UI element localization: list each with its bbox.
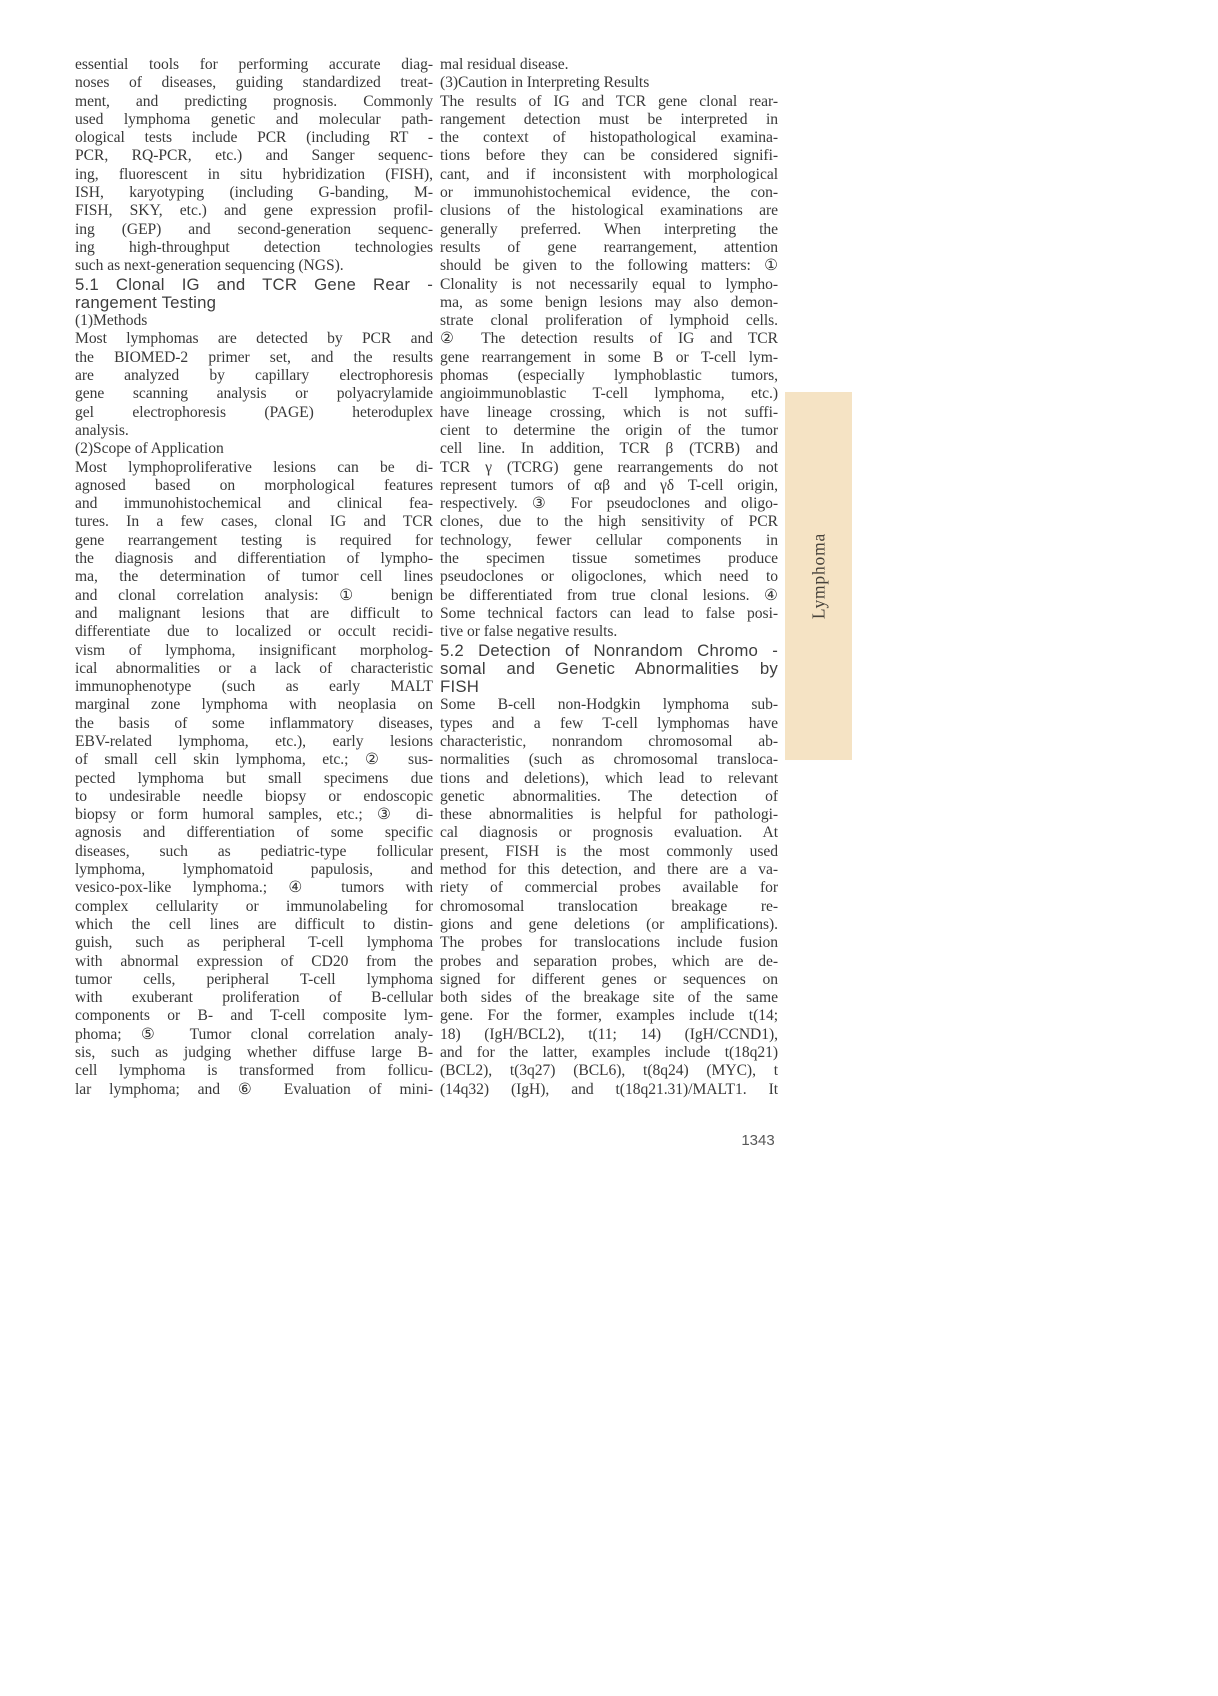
text-line: cell lymphoma is transformed from follicu- [75, 1062, 433, 1080]
text-line: chromosomal translocation breakage re- [440, 897, 778, 915]
text-line: mal residual disease. [440, 56, 569, 73]
text-line: gene rearrangement in some B or T-cell lym- [440, 348, 778, 366]
text-line: ISH, karyotyping (including G-banding, M- [75, 184, 433, 202]
side-tab-lymphoma [785, 392, 852, 760]
text-line: genetic abnormalities. The detection of [440, 787, 778, 805]
text-line: represent tumors of αβ and γδ T-cell origin, [440, 476, 778, 494]
text-line: immunophenotype (such as early MALT [75, 678, 433, 696]
text-line: riety of commercial probes available for [440, 879, 778, 897]
text-line: EBV-related lymphoma, etc.), early lesions [75, 732, 433, 750]
text-line: analysis. [75, 421, 129, 439]
text-line: and immunohistochemical and clinical fea- [75, 495, 433, 513]
text-line: clusions of the histological examinations are [440, 202, 778, 220]
text-line: marginal zone lymphoma with neoplasia on [75, 696, 433, 714]
text-line: these abnormalities is helpful for pathologi- [440, 806, 778, 824]
text-line: PCR, RQ-PCR, etc.) and Sanger sequenc- [75, 147, 433, 165]
text-line: of small cell skin lymphoma, etc.; ② sus- [75, 751, 433, 769]
text-line: Most lymphomas are detected by PCR and [75, 330, 433, 348]
side-tab-label: Lymphoma [808, 532, 828, 620]
text-line: ological tests include PCR (including RT - [75, 129, 433, 147]
text-line: technology, fewer cellular components in [440, 531, 778, 549]
text-line: the basis of some inflammatory diseases, [75, 714, 433, 732]
text-line: and malignant lesions that are difficult to [75, 604, 433, 622]
text-line: and clonal correlation analysis: ① benign [75, 586, 433, 604]
text-line: essential tools for performing accurate diag- [75, 56, 433, 73]
text-line: 18) (IgH/BCL2), t(11; 14) (IgH/CCND1), [440, 1025, 778, 1043]
text-line: sis, such as judging whether diffuse large B- [75, 1044, 433, 1062]
text-line: the specimen tissue sometimes produce [440, 550, 778, 568]
text-line: ing high-throughput detection technologies [75, 238, 433, 256]
text-line: noses of diseases, guiding standardized treat- [75, 74, 433, 92]
text-line: Some technical factors can lead to false posi- [440, 604, 778, 622]
text-line: 5.1 Clonal IG and TCR Gene Rear - [75, 275, 433, 294]
text-line: (1)Methods [75, 312, 148, 330]
text-line: be differentiated from true clonal lesions. ④ [440, 586, 778, 604]
text-line: clones, due to the high sensitivity of PCR [440, 513, 778, 531]
text-line: ing (GEP) and second-generation sequenc- [75, 220, 433, 238]
text-line: and for the latter, examples include t(18q21) [440, 1044, 778, 1062]
text-line: biopsy or form humoral samples, etc.; ③ di- [75, 806, 433, 824]
text-line: vesico-pox-like lymphoma.; ④ tumors with [75, 879, 433, 897]
text-line: FISH [440, 678, 480, 697]
text-line: somal and Genetic Abnormalities by [440, 659, 778, 678]
text-line: (2)Scope of Application [75, 440, 224, 458]
text-line: generally preferred. When interpreting the [440, 220, 778, 238]
text-line: results of gene rearrangement, attention [440, 238, 778, 256]
text-line: tumor cells, peripheral T-cell lymphoma [75, 970, 433, 988]
text-line: agnosis and differentiation of some specific [75, 824, 433, 842]
text-line: ical abnormalities or a lack of characteristic [75, 659, 433, 677]
text-line: gions and gene deletions (or amplifications). [440, 915, 778, 933]
text-line: such as next-generation sequencing (NGS). [75, 257, 344, 275]
text-line: pseudoclones or oligoclones, which need to [440, 568, 778, 586]
text-line: diseases, such as pediatric-type follicular [75, 842, 433, 860]
column-left [75, 56, 433, 1099]
text-line: characteristic, nonrandom chromosomal ab- [440, 732, 778, 750]
text-line: tions before they can be considered signifi- [440, 147, 778, 165]
text-line: gene rearrangement testing is required for [75, 531, 433, 549]
text-line: pected lymphoma but small specimens due [75, 769, 433, 787]
text-line: strate clonal proliferation of lymphoid cells. [440, 312, 778, 330]
text-line: used lymphoma genetic and molecular path- [75, 110, 433, 128]
text-line: (BCL2), t(3q27) (BCL6), t(8q24) (MYC), t [440, 1062, 778, 1080]
text-line: angioimmunoblastic T-cell lymphoma, etc.) [440, 385, 778, 403]
text-line: complex cellularity or immunolabeling for [75, 897, 433, 915]
text-line: guish, such as peripheral T-cell lymphoma [75, 934, 433, 952]
text-line: vism of lymphoma, insignificant morpholog- [75, 641, 433, 659]
text-line: probes and separation probes, which are de- [440, 952, 778, 970]
text-line: the BIOMED-2 primer set, and the results [75, 348, 433, 366]
text-line: lar lymphoma; and ⑥ Evaluation of mini- [75, 1080, 433, 1098]
text-line: lymphoma, lymphomatoid papulosis, and [75, 861, 433, 879]
page-number: 1343 [741, 1132, 775, 1149]
text-line: or immunohistochemical evidence, the con- [440, 184, 778, 202]
text-line: TCR γ (TCRG) gene rearrangements do not [440, 458, 778, 476]
text-line: rangement detection must be interpreted in [440, 110, 778, 128]
text-line: with abnormal expression of CD20 from the [75, 952, 433, 970]
text-line: which the cell lines are difficult to distin- [75, 915, 433, 933]
text-line: cant, and if inconsistent with morphological [440, 165, 778, 183]
text-line: normalities (such as chromosomal transloca- [440, 751, 778, 769]
text-line: respectively. ③ For pseudoclones and oligo- [440, 495, 778, 513]
text-line: Clonality is not necessarily equal to lympho- [440, 275, 778, 293]
text-line: tures. In a few cases, clonal IG and TCR [75, 513, 433, 531]
text-line: present, FISH is the most commonly used [440, 842, 778, 860]
text-line: the diagnosis and differentiation of lympho- [75, 550, 433, 568]
text-line: tive or false negative results. [440, 623, 618, 641]
text-line: are analyzed by capillary electrophoresis [75, 367, 433, 385]
text-line: agnosed based on morphological features [75, 476, 433, 494]
text-line: gel electrophoresis (PAGE) heteroduplex [75, 403, 433, 421]
text-line: should be given to the following matters: ① [440, 257, 778, 275]
text-line: ② The detection results of IG and TCR [440, 330, 778, 348]
text-line: types and a few T-cell lymphomas have [440, 714, 778, 732]
text-line: ma, the determination of tumor cell lines [75, 568, 433, 586]
text-line: both sides of the breakage site of the same [440, 989, 778, 1007]
text-line: gene scanning analysis or polyacrylamide [75, 385, 433, 403]
text-line: with exuberant proliferation of B-cellular [75, 989, 433, 1007]
text-line: have lineage crossing, which is not suffi- [440, 403, 778, 421]
text-line: differentiate due to localized or occult recidi- [75, 623, 433, 641]
text-line: The probes for translocations include fusion [440, 934, 778, 952]
text-line: to undesirable needle biopsy or endoscopic [75, 787, 433, 805]
text-line: phomas (especially lymphoblastic tumors, [440, 367, 778, 385]
text-line: FISH, SKY, etc.) and gene expression profil- [75, 202, 433, 220]
text-line: signed for different genes or sequences on [440, 970, 778, 988]
text-line: rangement Testing [75, 293, 217, 312]
text-line: The results of IG and TCR gene clonal rear- [440, 92, 778, 110]
text-line: components or B- and T-cell composite lym- [75, 1007, 433, 1025]
text-line: Some B-cell non-Hodgkin lymphoma sub- [440, 696, 778, 714]
text-line: method for this detection, and there are a va- [440, 861, 778, 879]
text-line: (3)Caution in Interpreting Results [440, 74, 650, 92]
text-line: (14q32) (IgH), and t(18q21.31)/MALT1. It [440, 1080, 778, 1098]
text-line: cell line. In addition, TCR β (TCRB) and [440, 440, 778, 458]
text-line: cient to determine the origin of the tumor [440, 421, 778, 439]
text-line: ing, fluorescent in situ hybridization (FISH), [75, 165, 433, 183]
text-line: phoma; ⑤ Tumor clonal correlation analy- [75, 1025, 433, 1043]
text-line: the context of histopathological examina- [440, 129, 778, 147]
text-line: ment, and predicting prognosis. Commonly [75, 92, 433, 110]
text-line: 5.2 Detection of Nonrandom Chromo - [440, 641, 778, 660]
text-line: ma, as some benign lesions may also demon- [440, 293, 778, 311]
text-line: cal diagnosis or prognosis evaluation. At [440, 824, 778, 842]
text-line: tions and deletions), which lead to relevant [440, 769, 778, 787]
column-right [440, 56, 778, 1099]
text-line: gene. For the former, examples include t(14; [440, 1007, 778, 1025]
text-line: Most lymphoproliferative lesions can be di- [75, 458, 433, 476]
